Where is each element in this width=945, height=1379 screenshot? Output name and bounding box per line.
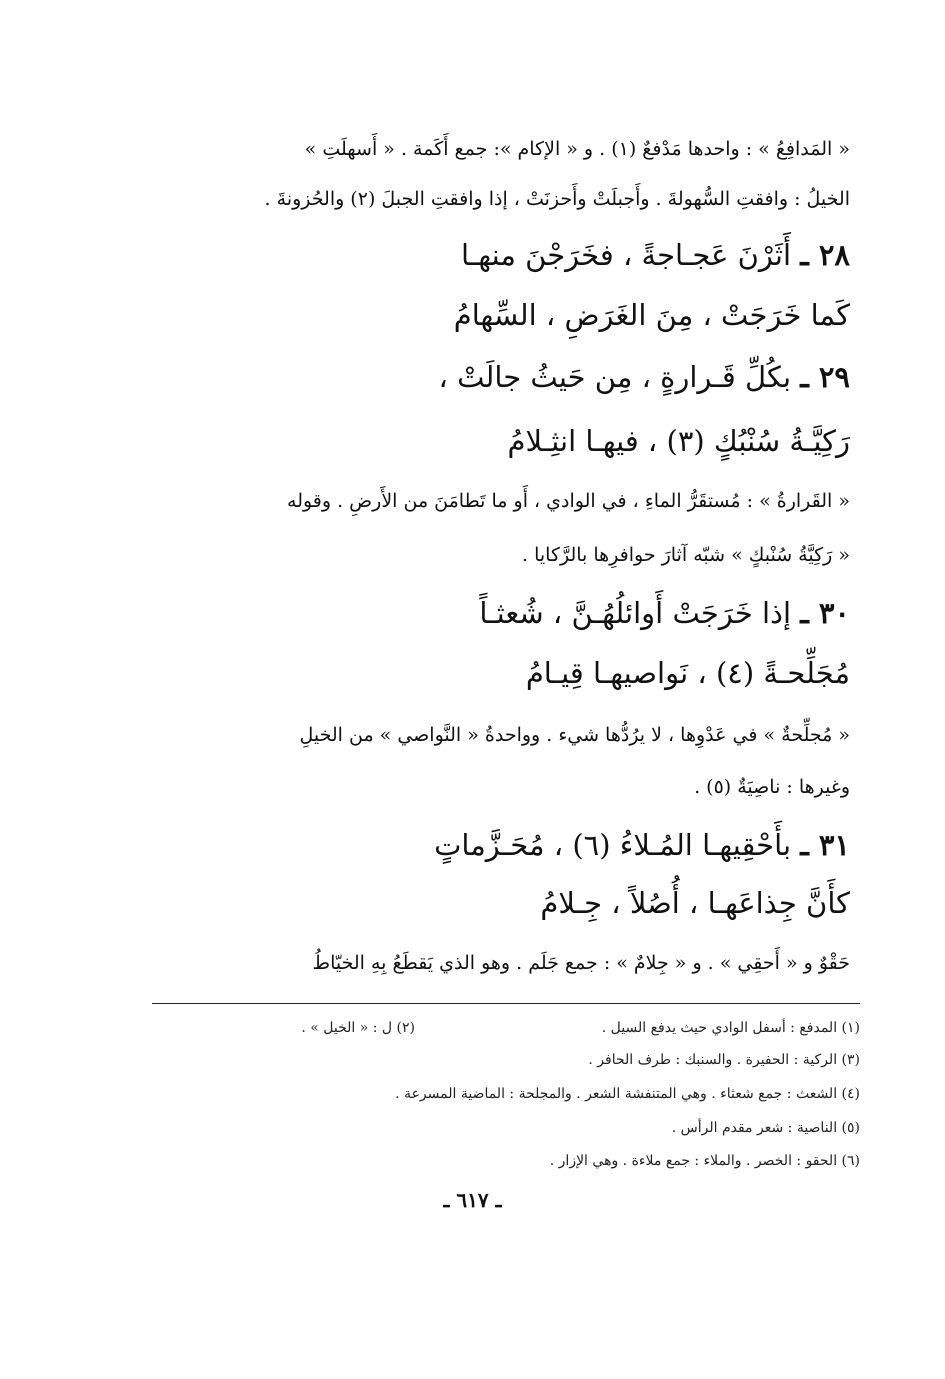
footnote-6: (٦) الحقو : الخصر . والملاء : جمع ملاءة . وهي الإزار . — [549, 1153, 860, 1169]
verse-number: ٢٨ ـ — [800, 238, 850, 272]
verse-number: ٣١ ـ — [800, 828, 850, 862]
verse-29-first-hemistich — [439, 360, 851, 394]
footnote-5: (٥) الناصية : شعر مقدم الرأس . — [671, 1120, 860, 1136]
verse-number: ٢٩ ـ — [800, 360, 850, 394]
verse-text: أَثَرْنَ عَجـاجةً ، فخَرَجْنَ منهـا — [460, 238, 792, 272]
footnote-2: (٢) ل : « الخيل » . — [301, 1020, 415, 1036]
prose-line: « مُجلِّحةٌ » في عَدْوِها ، لا يرُدُّها شيء . وواحدةُ « النَّواصي » من الخيلِ — [299, 724, 850, 746]
verse-text: بأَحْقِيهـا المُـلاءُ (٦) ، مُحَـزَّماتٍ — [434, 828, 792, 862]
verse-text: إذا خَرَجَتْ أَوائلُهُـنَّ ، شُعثـاً — [479, 596, 792, 630]
verse-31-first-hemistich — [434, 828, 850, 862]
verse-29-second-hemistich: رَكِيَّـةُ سُنْبُكٍ (٣) ، فيهـا انثِـلامُ — [507, 424, 850, 458]
verse-number: ٣٠ ـ — [800, 596, 850, 630]
verse-28-first-hemistich — [461, 238, 850, 272]
footnote-divider — [152, 1003, 860, 1004]
prose-line: وغيرها : ناصِيَةٌ (٥) . — [694, 776, 850, 798]
verse-text: بكُلِّ قَـرارةٍ ، مِن حَيثُ جالَتْ ، — [438, 360, 792, 394]
verse-30-first-hemistich — [479, 596, 850, 630]
page-number: ـ ٦١٧ ـ — [443, 1188, 502, 1212]
footnote-1: (١) المدفع : أسفل الوادي حيث يدفع السيل . — [601, 1020, 860, 1036]
footnote-4: (٤) الشعث : جمع شعثاء . وهي المتنفشة الشعر . والمجلحة : الماضية المسرعة . — [395, 1086, 860, 1102]
prose-line: « القَرارةُ » : مُستقَرُّ الماءِ ، في الوادي ، أَو ما تَطامَنَ من الأَرضِ . وقوله — [287, 490, 850, 512]
verse-28-second-hemistich: كَما خَرَجَتْ ، مِنَ الغَرَضِ ، السِّهامُ — [453, 298, 850, 332]
prose-line: « المَدافِعُ » : واحدها مَدْفعٌ (١) . و « الإكام »: جمع أَكَمة . « أَسهلَتِ » — [304, 138, 850, 160]
verse-31-second-hemistich: كأَنَّ جِذاعَهـا ، أُصُلاً ، جِـلامُ — [540, 886, 850, 920]
prose-line: حَقْوٌ و « أَحقِي » . و « جِلامٌ » : جمع جَلَم . وهو الذي يَقطَعُ بِهِ الخيّاطُ — [312, 952, 850, 974]
prose-line: « رَكِيَّةُ سُنْبكٍ » شبّه آثارَ حوافرِها بالرَّكايا . — [522, 544, 850, 566]
prose-line: الخيلُ : وافقتِ السُّهولةَ . وأَجبلَتْ وأَحزنَتْ ، إذا وافقتِ الجبلَ (٢) والحُزونةَ . — [264, 188, 850, 210]
verse-30-second-hemistich: مُجَلِّحـةً (٤) ، نَواصيهـا قِيـامُ — [525, 656, 850, 690]
footnote-3: (٣) الركية : الحفيرة . والسنبك : طرف الحافر . — [588, 1052, 860, 1068]
